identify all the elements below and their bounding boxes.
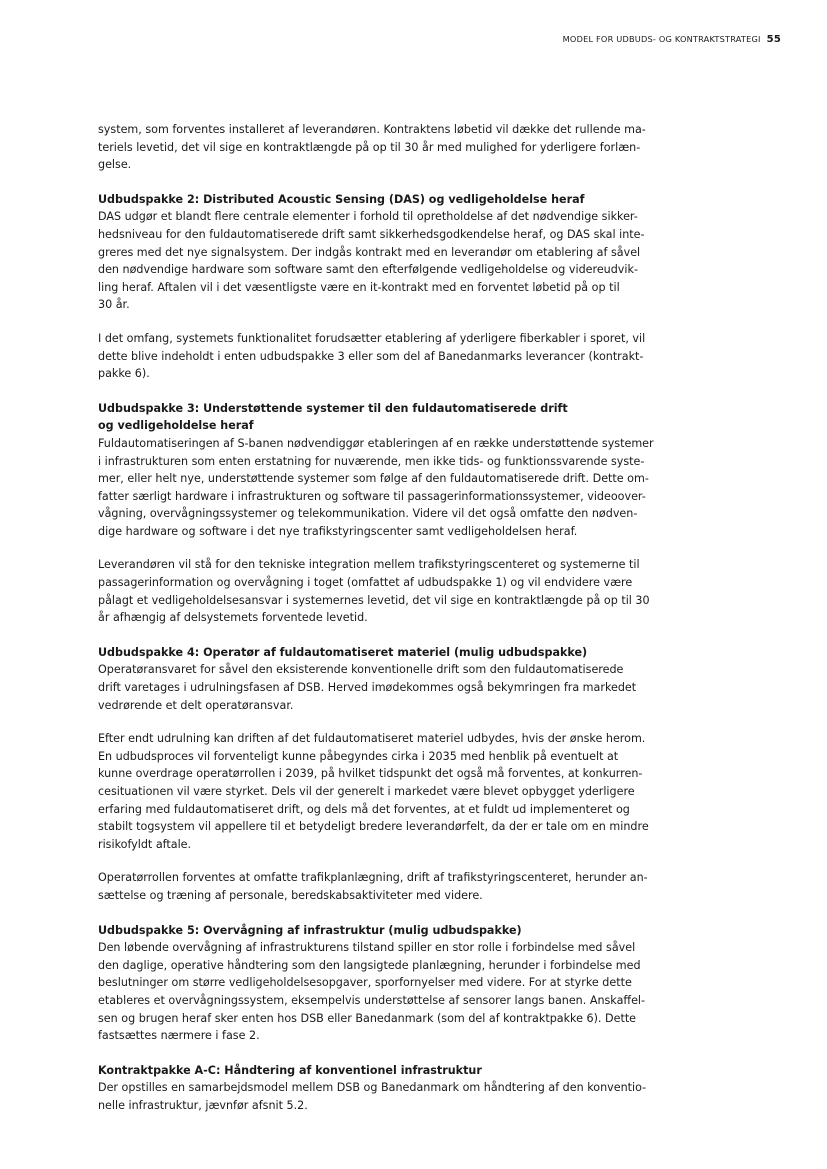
text-line: fastsættes nærmere i fase 2. — [98, 1029, 260, 1043]
heading-udbudspakke-3 — [98, 400, 634, 435]
text-line: Operatøransvaret for såvel den eksisterende konventionelle drift som den fuldautomatiserede — [98, 663, 624, 677]
text-line: Den løbende overvågning af infrastrukturens tilstand spiller en stor rolle i forbindelse med såvel — [98, 941, 636, 955]
heading-line: Udbudspakke 5: Overvågning af infrastruktur (mulig udbudspakke) — [98, 923, 522, 937]
text-line: mer, eller helt nye, understøttende systemer som følge af den fuldautomatiserede drift. Dette om- — [98, 472, 649, 486]
text-line: risikofyldt aftale. — [98, 837, 192, 851]
text-line: greres med det nye signalsystem. Der indgås kontrakt med en leverandør om etablering af såvel — [98, 245, 641, 259]
text-line: etableres et overvågningssystem, eksempelvis understøttelse af sensorer langs banen. Anskaffel- — [98, 993, 646, 1007]
text-line: cesituationen vil være styrket. Dels vil der generelt i markedet være blevet opbygget yderligere — [98, 785, 635, 798]
text-line: beslutninger om større vedligeholdelsesopgaver, sporfornyelser med videre. For at styrke dette — [98, 976, 632, 990]
text-line: fatter særligt hardware i infrastrukturen og software til passagerinformationssystemer, videoover- — [98, 489, 646, 503]
text-line: sen og brugen heraf sker enten hos DSB eller Banedanmark (som del af kontraktpakke 6). Dette — [98, 1011, 637, 1025]
running-header — [563, 34, 781, 45]
text-line: system, som forventes installeret af leverandøren. Kontraktens løbetid vil dække det rullende ma- — [98, 123, 646, 136]
paragraph-monitoring — [98, 939, 646, 1045]
text-line: nelle infrastruktur, jævnfør afsnit 5.2. — [98, 1098, 308, 1112]
text-line: ling heraf. Aftalen vil i det væsentligste være en it-kontrakt med en forventet løbetid på op til — [98, 280, 620, 294]
paragraph-tender-process — [98, 730, 649, 853]
heading-udbudspakke-4 — [98, 644, 634, 662]
heading-line: Udbudspakke 3: Understøttende systemer til den fuldautomatiserede drift — [98, 401, 568, 415]
running-title: MODEL FOR UDBUDS- OG KONTRAKTSTRATEGI — [562, 34, 761, 44]
text-line: erfaring med fuldautomatiseret drift, og dels må det forventes, at et fuldt ud implementeret og — [98, 802, 630, 816]
text-line: gelse. — [98, 158, 132, 172]
paragraph-operator-role — [98, 869, 648, 904]
text-line: stabilt togsystem vil appellere til et betydeligt bredere leverandørfelt, da der er tale om en mindre — [98, 820, 649, 834]
text-line: kunne overdrage operatørrollen i 2039, på hvilket tidspunkt det også må forventes, at konkurren- — [98, 767, 643, 781]
text-line: Efter endt udrulning kan driften af det fuldautomatiseret materiel udbydes, hvis der ønske herom. — [98, 732, 646, 746]
text-line: teriels levetid, det vil sige en kontraktlængde på op til 30 år med mulighed for yderligere forlæn- — [98, 140, 641, 154]
text-line: Leverandøren vil stå for den tekniske integration mellem trafikstyringscenteret og systemerne til — [98, 558, 640, 572]
paragraph-das-intro — [98, 208, 645, 314]
text-line: dige hardware og software i det nye trafikstyringscenter samt vedligeholdelsen heraf. — [98, 524, 578, 538]
text-line: hedsniveau for den fuldautomatiserede drift samt sikkerhedsgodkendelse heraf, og DAS skal inte- — [98, 227, 645, 241]
paragraph-operator-responsibility — [98, 661, 637, 714]
text-line: Der opstilles en samarbejdsmodel mellem DSB og Banedanmark om håndtering af den konventio- — [98, 1081, 647, 1095]
text-line: vedrørende et delt operatøransvar. — [98, 698, 294, 712]
heading-line: Kontraktpakke A-C: Håndtering af konventionel infrastruktur — [98, 1063, 482, 1077]
text-line: den daglige, operative håndtering som den langsigtede planlægning, herunder i forbindelse med — [98, 958, 641, 972]
paragraph-collaboration-model — [98, 1079, 647, 1114]
text-line: En udbudsproces vil forventeligt kunne påbegyndes cirka i 2035 med henblik på eventuelt at — [98, 749, 619, 763]
text-line: den nødvendige hardware som software samt den efterfølgende vedligeholdelse og videreudvik- — [98, 263, 638, 277]
text-line: I det omfang, systemets funktionalitet forudsætter etablering af yderligere fiberkabler i sporet, vil — [98, 331, 646, 345]
heading-line: og vedligeholdelse heraf — [98, 419, 254, 433]
heading-line: Udbudspakke 2: Distributed Acoustic Sensing (DAS) og vedligeholdelse heraf — [98, 192, 585, 206]
text-line: Fuldautomatiseringen af S-banen nødvendiggør etableringen af en række understøttende systemer — [98, 436, 654, 450]
text-line: DAS udgør et blandt flere centrale elementer i forhold til opretholdelse af det nødvendige sikker- — [98, 210, 638, 224]
paragraph-integration — [98, 556, 650, 626]
text-line: Operatørrollen forventes at omfatte trafikplanlægning, drift af trafikstyringscenteret, herunder an- — [98, 871, 648, 885]
heading-kontraktpakke-a-c — [98, 1062, 634, 1080]
page-body — [98, 121, 654, 1115]
text-line: dette blive indeholdt i enten udbudspakke 3 eller som del af Banedanmarks leverancer (kontrakt- — [98, 349, 644, 363]
text-line: i infrastrukturen som enten erstatning for nuværende, men ikke tids- og funktionssvarende syste- — [98, 454, 645, 468]
text-line: sættelse og træning af personale, beredskabsaktiviteter med videre. — [98, 888, 483, 902]
page-number: 55 — [766, 34, 781, 45]
heading-udbudspakke-5 — [98, 922, 634, 940]
text-line: 30 år. — [98, 298, 130, 312]
text-line: vågning, overvågningssystemer og telekommunikation. Videre vil det også omfatte den nødven- — [98, 507, 638, 521]
heading-line: Udbudspakke 4: Operatør af fuldautomatiseret materiel (mulig udbudspakke) — [98, 645, 588, 659]
text-line: pakke 6). — [98, 367, 150, 381]
paragraph-support-systems — [98, 435, 654, 541]
text-line: passagerinformation og overvågning i toget (omfattet af udbudspakke 1) og vil endvidere være — [98, 576, 633, 590]
heading-udbudspakke-2 — [98, 191, 634, 209]
paragraph-contract-term — [98, 121, 646, 174]
text-line: drift varetages i udrulningsfasen af DSB. Herved imødekommes også bekymringen fra markedet — [98, 681, 637, 695]
paragraph-das-fiber — [98, 330, 646, 383]
text-line: år afhængig af delsystemets forventede levetid. — [98, 611, 368, 625]
text-line: pålagt et vedligeholdelsesansvar i systemernes levetid, det vil sige en kontraktlængde på op til 30 — [98, 593, 650, 607]
